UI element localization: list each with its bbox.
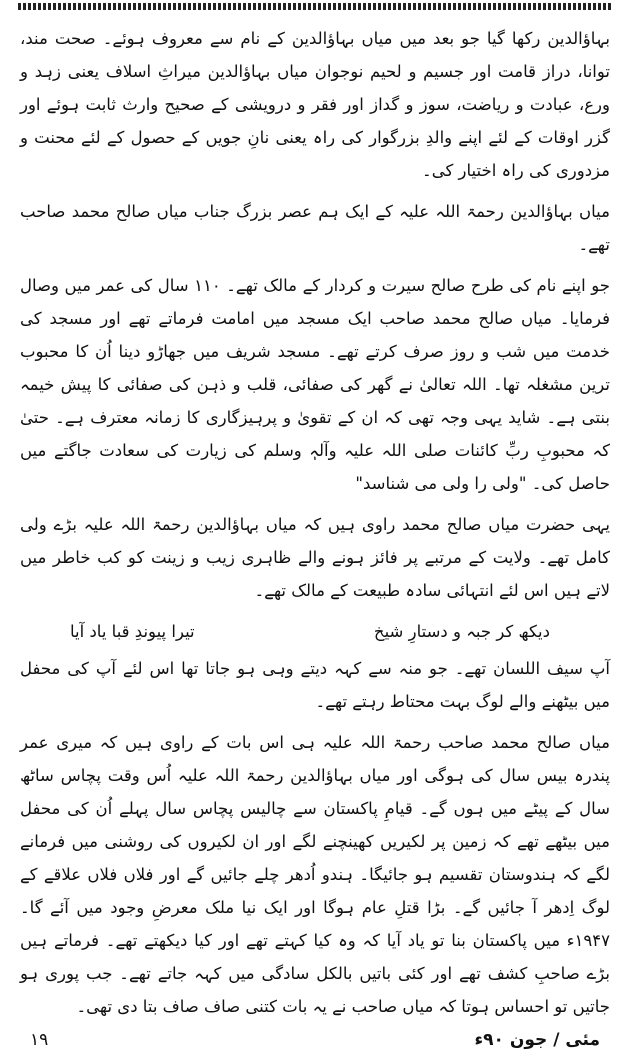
paragraph-2: میاں بہاؤالدین رحمۃ اللہ علیہ کے ایک ہم عصر بزرگ جناب میاں صالح محمد صاحب تھے۔ bbox=[20, 202, 610, 254]
issue-date: مئی / جون ۹۰ء bbox=[474, 1030, 600, 1050]
page-number: ۱۹ bbox=[30, 1030, 49, 1050]
paragraph-5: آپ سیف اللسان تھے۔ جو منہ سے کہہ دیتے وہی ہو جاتا تھا اس لئے آپ کی محفل میں بیٹھنے والے لوگ بہت محتاط رہتے تھے۔ bbox=[20, 659, 610, 711]
top-border-rule bbox=[18, 3, 612, 10]
paragraph-6: میاں صالح محمد صاحب رحمۃ اللہ علیہ ہی اس بات کے راوی ہیں کہ میری عمر پندرہ بیس سال کی ہوگی اور میاں بہاؤالدین رحمۃ اللہ علیہ اُس وقت پچاس ساٹھ سال کے پیٹے میں ہوں گے۔ قیامِ پاکستان سے چالیس پچاس سال پہلے اُن کی محفل میں بیٹھے تھے کہ زمین پر لکیریں کھینچنے لگے اور ان لکیروں کی روشنی میں فرمانے لگے کہ ہندوستان تقسیم ہو جائیگا۔ ہندو اُدھر چلے جائیں گے اور فلاں فلاں علاقے کے لوگ اِدھر آ جائیں گے۔ بڑا قتلِ عام ہوگا اور ایک نیا ملک معرضِ وجود میں آئے گا۔ ۱۹۴۷ء میں پاکستان بنا تو یاد آیا کہ وہ کیا کہتے تھے اور کیا دیکھتے تھے۔ فرماتے ہیں بڑے صاحبِ کشف تھے اور کئی باتیں بالکل سادگی میں کہہ جاتے تھے۔ جب پوری ہو جاتیں تو احساس ہوتا کہ میاں صاحب نے یہ بات کتنی صاف صاف بتا دی تھی۔ bbox=[20, 733, 610, 1016]
persian-verse bbox=[70, 615, 550, 648]
paragraph-4: یہی حضرت میاں صالح محمد راوی ہیں کہ میاں بہاؤالدین رحمۃ اللہ علیہ بڑے ولی کامل تھے۔ ولایت کے مرتبے پر فائز ہونے والے ظاہری زیب و زینت کو کب خاطر میں لاتے ہیں اس لئے انتہائی سادہ طبیعت کے مالک تھے۔ bbox=[20, 515, 610, 600]
page-footer bbox=[30, 1030, 600, 1050]
paragraph-1: بہاؤالدین رکھا گیا جو بعد میں میاں بہاؤالدین کے نام سے معروف ہوئے۔ صحت مند، توانا، دراز قامت اور جسیم و لحیم نوجوان میاں بہاؤالدین میراثِ اسلاف یعنی زہد و ورع، عبادت و ریاضت، سوز و گداز اور فقر و درویشی کے صحیح وارث ثابت ہوئے اور گزر اوقات کے لئے اپنے والدِ بزرگوار کی راہ یعنی نانِ جویں کے حصول کے لئے محنت و مزدوری کی راہ اختیار کی۔ bbox=[20, 29, 610, 180]
verse-line-1: دیکھ کر جبہ و دستارِ شیخ bbox=[373, 622, 550, 641]
article-body bbox=[20, 22, 610, 1031]
verse-line-2: تیرا پیوندِ قبا یاد آیا bbox=[70, 622, 195, 641]
paragraph-3: جو اپنے نام کی طرح صالح سیرت و کردار کے مالک تھے۔ ۱۱۰ سال کی عمر میں وصال فرمایا۔ میاں صالح محمد صاحب ایک مسجد میں امامت فرماتے تھے اور مسجد کی خدمت میں شب و روز صرف کرتے تھے۔ مسجد شریف میں جھاڑو دینا اُن کا محبوب ترین مشغلہ تھا۔ اللہ تعالیٰ نے گھر کی صفائی، قلب و ذہن کی صفائی کا پیش خیمہ بنتی ہے۔ شاید یہی وجہ تھی کہ ان کے تقویٰ و پرہیزگاری کا زمانہ معترف ہے۔ حتیٰ کہ محبوبِ ربِّ کائنات صلی اللہ علیہ وآلہٖ وسلم کی زیارت کی سعادت جاگتے میں حاصل کی۔ "ولی را ولی می شناسد" bbox=[20, 276, 610, 493]
